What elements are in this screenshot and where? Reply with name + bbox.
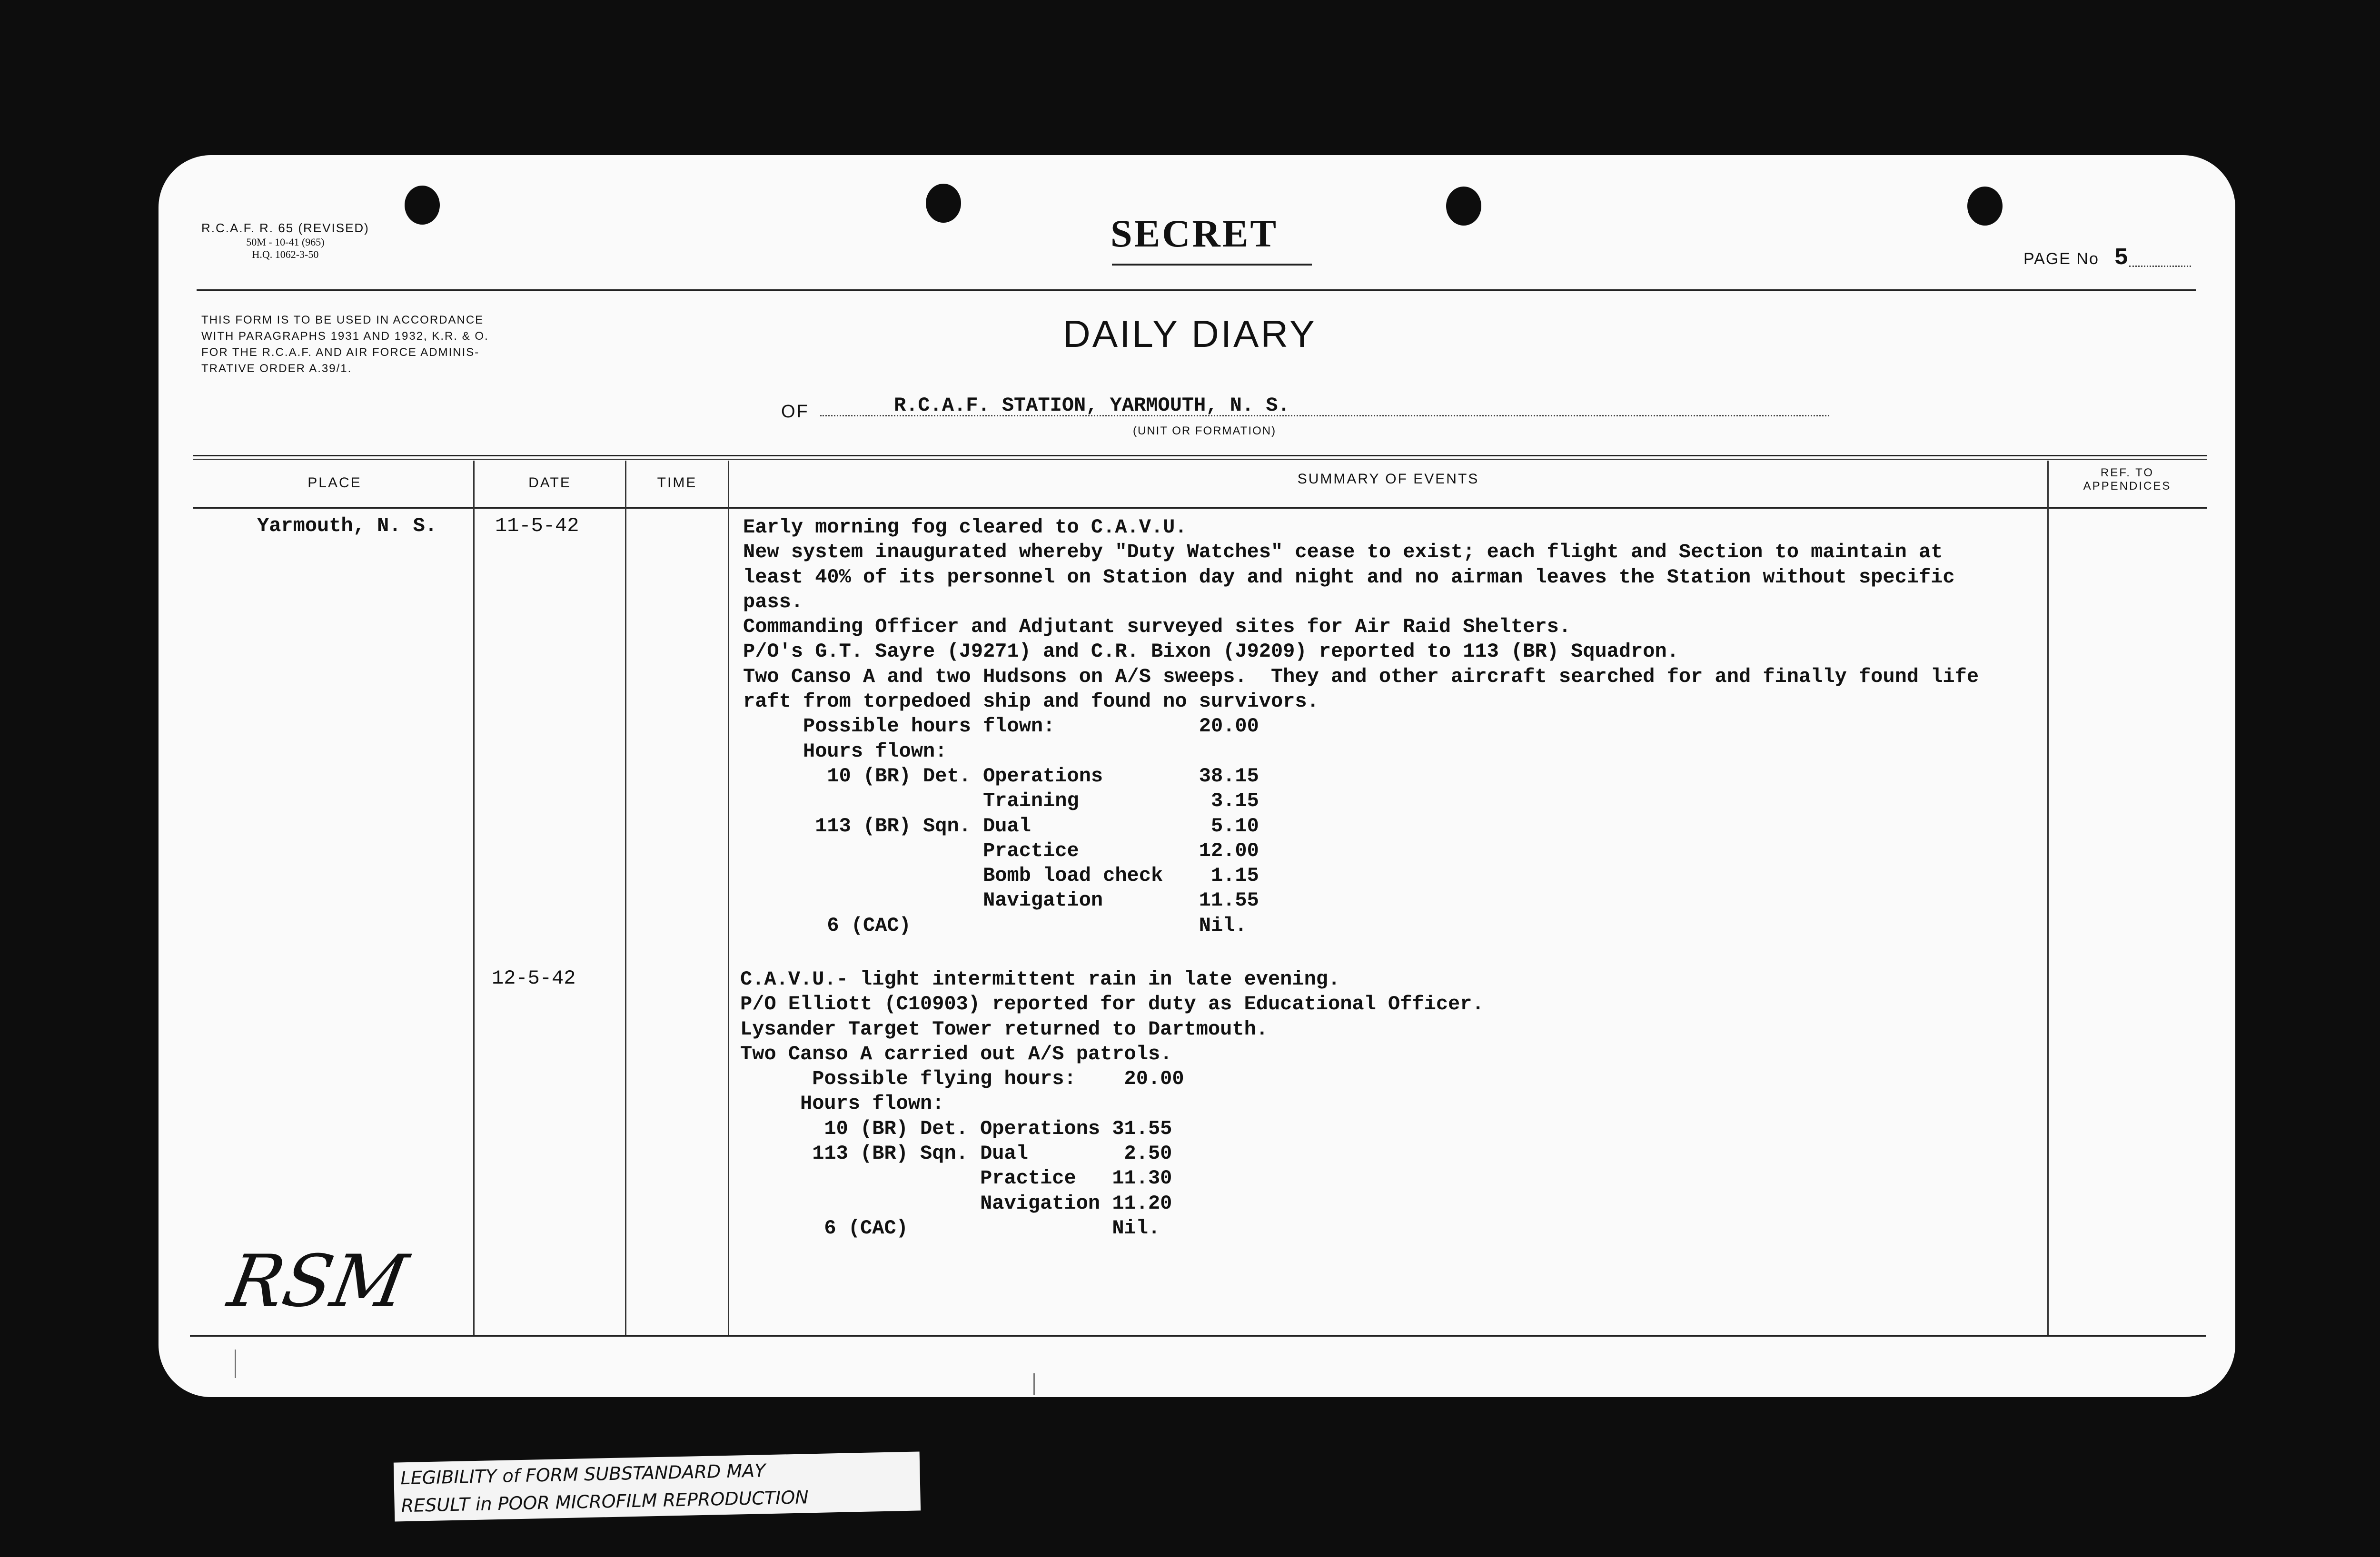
microfilm-note-line-2: RESULT in POOR MICROFILM REPRODUCTION (401, 1487, 809, 1517)
form-code-line-3: H.Q. 1062-3-50 (252, 248, 319, 260)
summary-line: Practice 12.00 (743, 839, 1259, 862)
summary-line: C.A.V.U.- light intermittent rain in late evening. (740, 968, 1340, 991)
microfilm-note-line-1: LEGIBILITY of FORM SUBSTANDARD MAY (400, 1460, 766, 1489)
divider-summary-ref (2047, 461, 2049, 1335)
form-notice-line-1: THIS FORM IS TO BE USED IN ACCORDANCE (201, 314, 484, 326)
entry-2-date: 12-5-42 (492, 967, 576, 990)
form-code-line-2: 50M - 10-41 (965) (246, 236, 325, 248)
summary-line: Navigation 11.20 (740, 1192, 1172, 1215)
summary-line: Possible flying hours: 20.00 (740, 1067, 1184, 1091)
bottom-tick-left (235, 1350, 236, 1378)
column-header-place: PLACE (307, 475, 362, 491)
summary-line: Hours flown: (743, 739, 947, 763)
classification-label: SECRET (1111, 212, 1279, 255)
punch-hole-4 (1967, 187, 2003, 226)
column-header-ref-line-1: REF. TO (2100, 466, 2154, 479)
punch-hole-2 (926, 184, 961, 223)
summary-line: raft from torpedoed ship and found no survivors. (743, 690, 1319, 713)
form-code (201, 220, 369, 261)
summary-line: P/O's G.T. Sayre (J9271) and C.R. Bixon (J9209) reported to 113 (BR) Squadron. (743, 640, 1679, 663)
summary-line: Early morning fog cleared to C.A.V.U. (743, 516, 1187, 539)
summary-line: 10 (BR) Det. Operations 38.15 (743, 764, 1259, 788)
form-code-line-1: R.C.A.F. R. 65 (REVISED) (201, 221, 369, 235)
page-number-dots (2129, 266, 2191, 267)
microfilm-legibility-note (394, 1451, 921, 1521)
summary-line: Practice 11.30 (740, 1167, 1172, 1190)
page-label: PAGE No (2023, 250, 2099, 268)
table-bottom-rule (190, 1335, 2206, 1337)
divider-place-date (473, 461, 475, 1335)
form-title: DAILY DIARY (1063, 313, 1317, 355)
column-header-ref-line-2: APPENDICES (2083, 480, 2172, 493)
bottom-tick-center (1033, 1373, 1035, 1395)
summary-line: Training 3.15 (743, 789, 1259, 813)
summary-line: least 40% of its personnel on Station day and night and no airman leaves the Station without specific (743, 565, 1955, 589)
entry-1-place: Yarmouth, N. S. (257, 514, 437, 537)
summary-line: 6 (CAC) Nil. (743, 914, 1247, 937)
summary-line: 113 (BR) Sqn. Dual 5.10 (743, 814, 1259, 838)
divider-date-time (625, 461, 626, 1335)
summary-line: Hours flown: (740, 1092, 944, 1115)
punch-hole-3 (1446, 187, 1481, 226)
page-number (2023, 245, 2129, 272)
column-header-rule (193, 507, 2207, 509)
initials-signature: RSM (222, 1240, 413, 1323)
entry-2-summary (740, 967, 1484, 1241)
table-top-rule-2 (193, 459, 2207, 460)
column-header-date: DATE (528, 475, 571, 491)
form-notice-line-3: FOR THE R.C.A.F. AND AIR FORCE ADMINIS- (201, 346, 480, 359)
summary-line: P/O Elliott (C10903) reported for duty as Educational Officer. (740, 993, 1484, 1016)
unit-name: R.C.A.F. STATION, YARMOUTH, N. S. (894, 394, 1290, 417)
summary-line: Bomb load check 1.15 (743, 864, 1259, 887)
summary-line: Possible hours flown: 20.00 (743, 715, 1259, 738)
column-header-ref (2049, 466, 2206, 493)
table-top-rule-1 (193, 455, 2207, 456)
summary-line: pass. (743, 590, 803, 613)
of-label: OF (781, 402, 809, 422)
column-header-summary: SUMMARY OF EVENTS (1297, 471, 1479, 487)
form-notice-line-4: TRATIVE ORDER A.39/1. (201, 362, 352, 375)
summary-line: Commanding Officer and Adjutant surveyed sites for Air Raid Shelters. (743, 615, 1571, 639)
summary-line: 6 (CAC) Nil. (740, 1216, 1160, 1240)
summary-line: Navigation 11.55 (743, 889, 1259, 912)
header-rule (197, 289, 2196, 291)
entry-1-summary (743, 515, 1979, 938)
divider-time-summary (728, 461, 729, 1335)
form-notice-line-2: WITH PARAGRAPHS 1931 AND 1932, K.R. & O. (201, 330, 489, 343)
summary-line: New system inaugurated whereby "Duty Watches" cease to exist; each flight and Section to maintain at (743, 541, 1943, 564)
form-notice (201, 312, 489, 377)
summary-line: 10 (BR) Det. Operations 31.55 (740, 1117, 1172, 1140)
unit-caption: (UNIT OR FORMATION) (1133, 424, 1277, 437)
punch-hole-1 (405, 186, 440, 225)
entry-1-date: 11-5-42 (495, 514, 579, 537)
column-header-time: TIME (657, 475, 697, 491)
summary-line: Two Canso A and two Hudsons on A/S sweeps. They and other aircraft searched for and finally found life (743, 665, 1979, 688)
summary-line: Lysander Target Tower returned to Dartmouth. (740, 1017, 1268, 1041)
summary-line: 113 (BR) Sqn. Dual 2.50 (740, 1142, 1172, 1165)
summary-line: Two Canso A carried out A/S patrols. (740, 1042, 1172, 1065)
classification-underline (1112, 264, 1312, 266)
page-number-value: 5 (2114, 245, 2130, 272)
diary-form (159, 155, 2235, 1397)
